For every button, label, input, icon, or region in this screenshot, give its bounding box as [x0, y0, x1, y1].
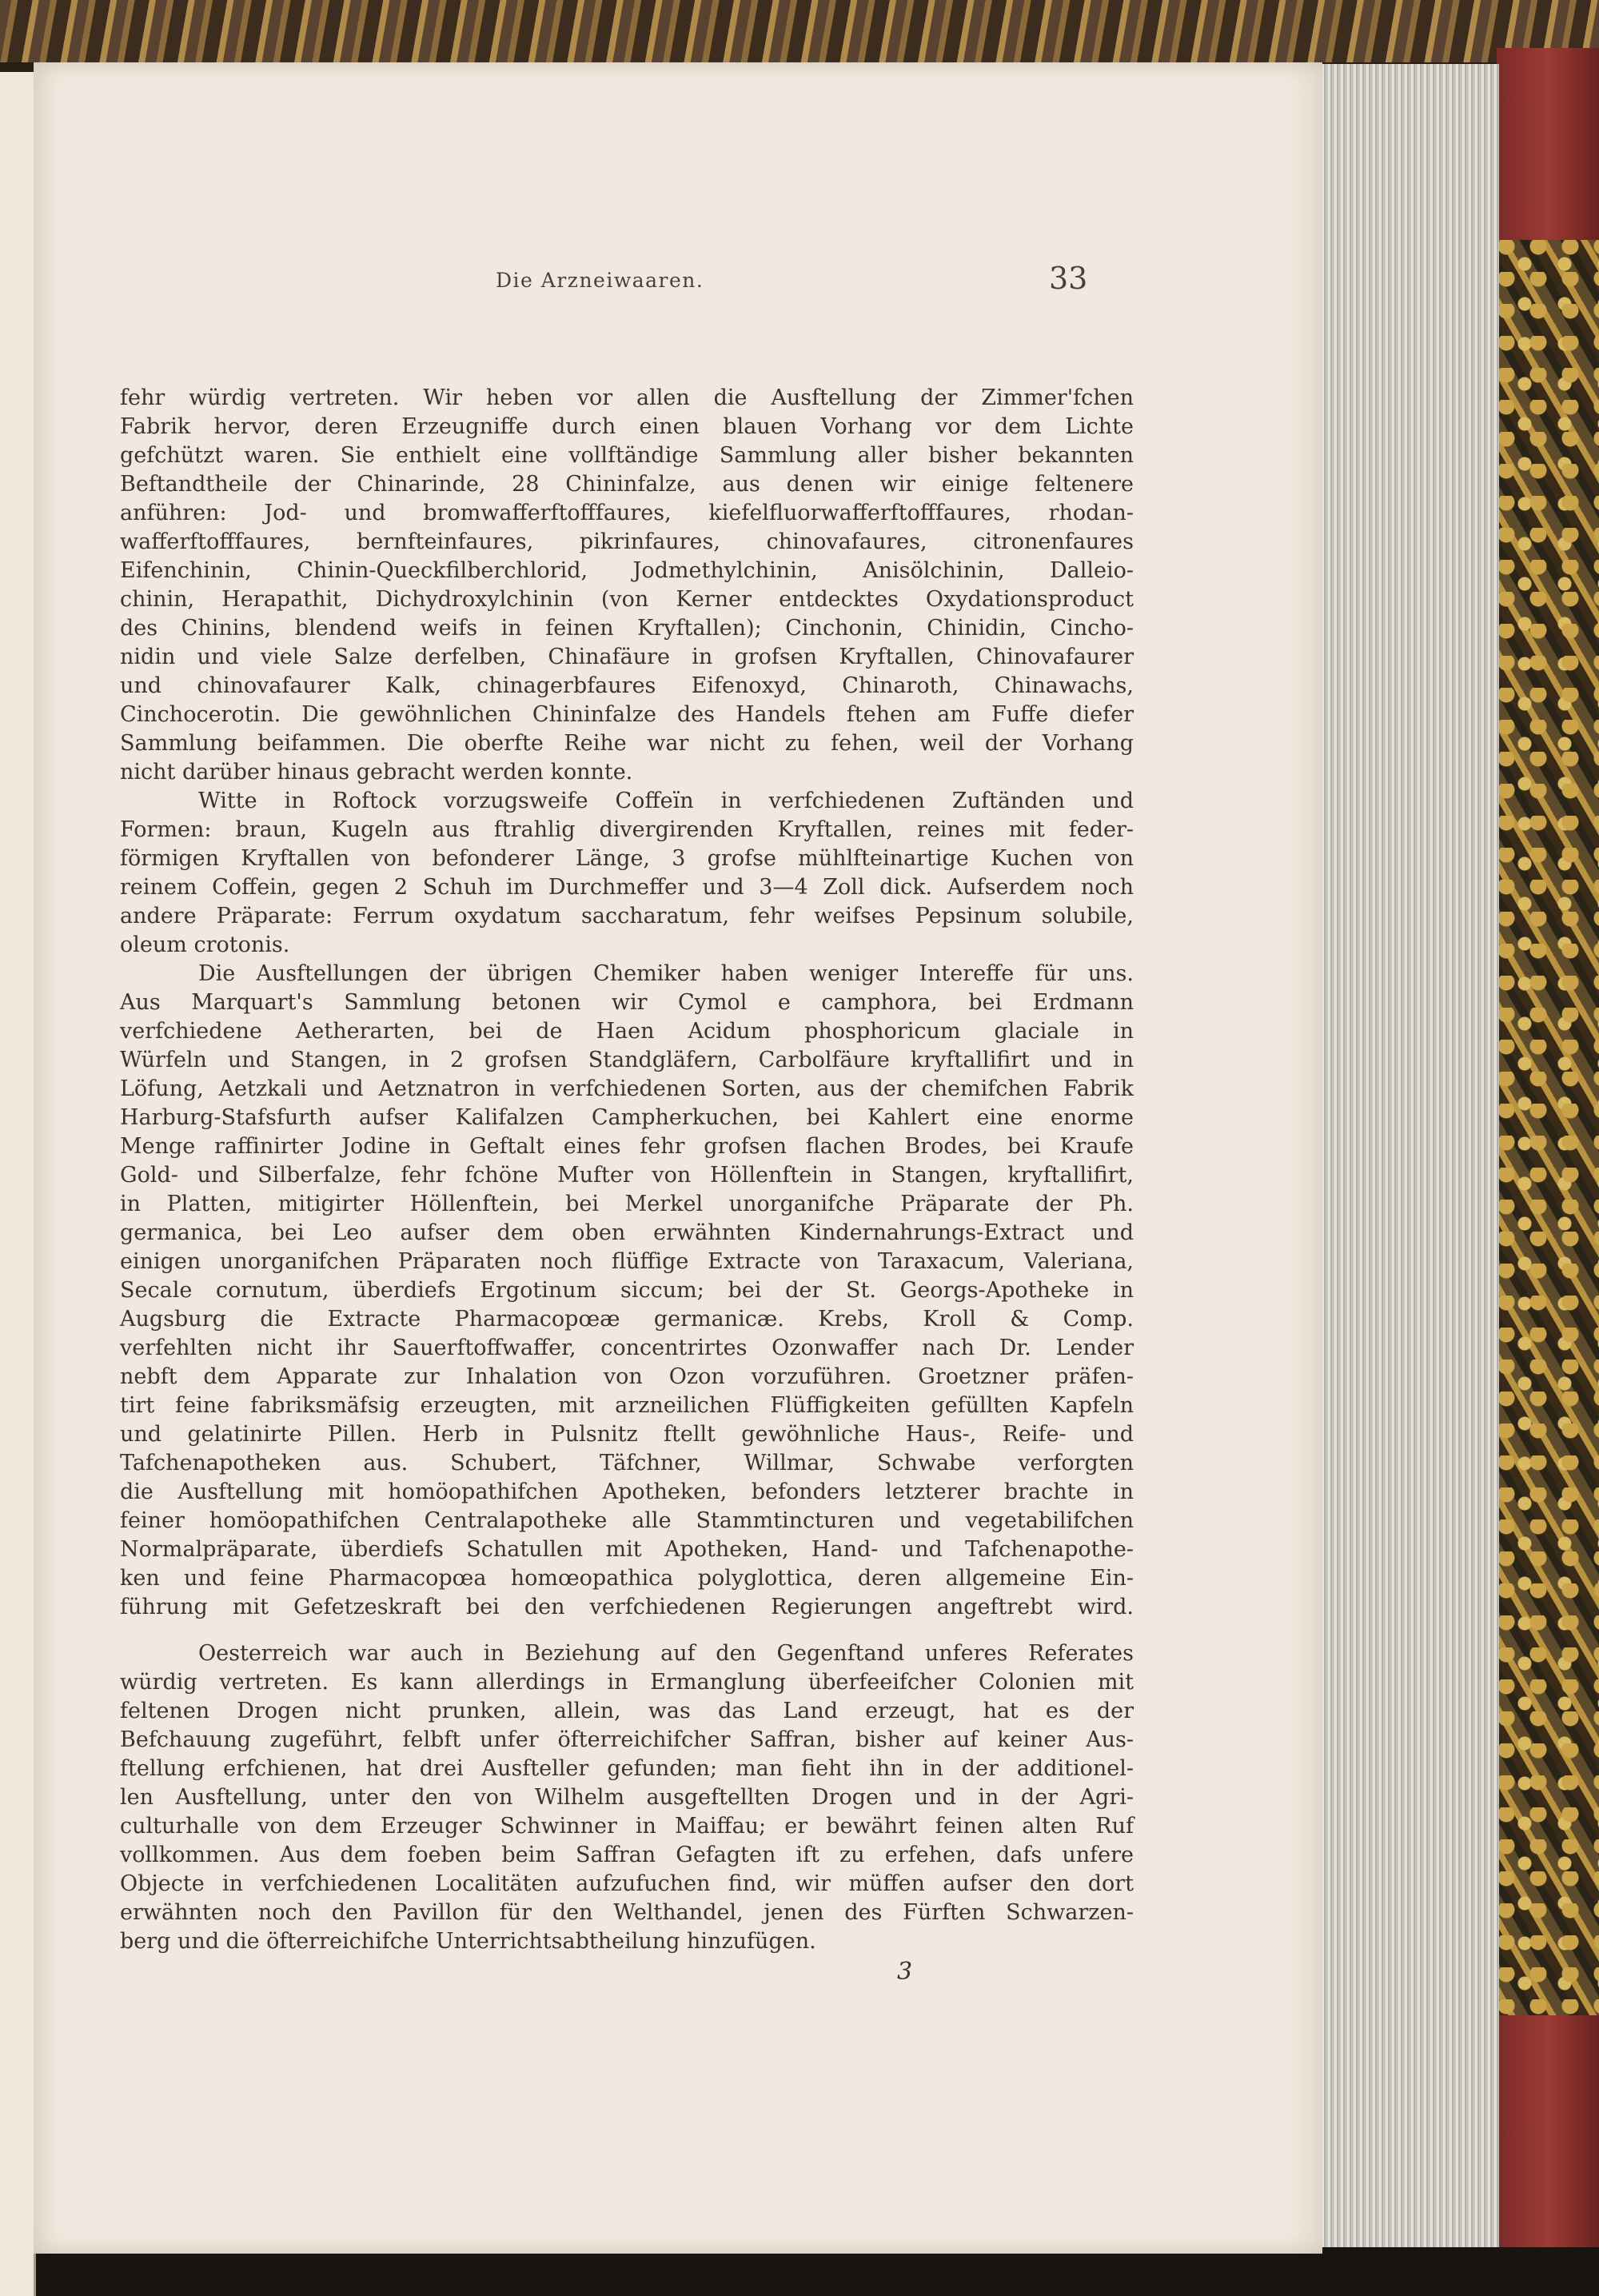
text-line: Cinchocerotin. Die gewöhnlichen Chininfalze des Handels ftehen am Fuffe diefer [120, 702, 1134, 727]
text-line: fehr würdig vertreten. Wir heben vor allen die Ausftellung der Zimmer'fchen [120, 385, 1134, 410]
text-line: feiner homöopathifchen Centralapotheke alle Stammtincturen und vegetabilifchen [120, 1508, 1134, 1533]
text-line: reinem Coffein, gegen 2 Schuh im Durchmeffer und 3—4 Zoll dick. Aufserdem noch [120, 875, 1134, 900]
book-cover-top [0, 0, 1599, 62]
text-line: Beftandtheile der Chinarinde, 28 Chininfalze, aus denen wir einige feltenere [120, 472, 1134, 497]
text-line: verfehlten nicht ihr Sauerftoffwaffer, concentrirtes Ozonwaffer nach Dr. Lender [120, 1336, 1134, 1360]
facing-page-edge [0, 72, 36, 2296]
text-line: Witte in Roftock vorzugsweife Coffeïn in verfchiedenen Zuftänden und [198, 789, 1134, 813]
text-line: Gold- und Silberfalze, fehr fchöne Mufter von Höllenftein in Stangen, kryftallifirt, [120, 1163, 1134, 1188]
text-line: germanica, bei Leo aufser dem oben erwähnten Kindernahrungs-Extract und [120, 1220, 1134, 1245]
text-line: Löfung, Aetzkali und Aetznatron in verfchiedenen Sorten, aus der chemifchen Fabrik [120, 1076, 1134, 1101]
text-line: Harburg-Stafsfurth aufser Kalifalzen Campherkuchen, bei Kahlert eine enorme [120, 1105, 1134, 1130]
text-line: ken und feine Pharmacopœa homœopathica polyglottica, deren allgemeine Ein- [120, 1566, 1134, 1591]
text-line: Aus Marquart's Sammlung betonen wir Cymol e camphora, bei Erdmann [120, 990, 1134, 1015]
text-line: Formen: braun, Kugeln aus ftrahlig divergirenden Kryftallen, reines mit feder- [120, 817, 1134, 842]
text-line: Die Ausftellungen der übrigen Chemiker haben weniger Intereffe für uns. [198, 961, 1134, 986]
page-number: 33 [1049, 261, 1088, 296]
text-line: Secale cornutum, überdiefs Ergotinum siccum; bei der St. Georgs-Apotheke in [120, 1278, 1134, 1303]
bottom-shadow [0, 2247, 1599, 2296]
text-line: Sammlung beifammen. Die oberfte Reihe war nicht zu fehen, weil der Vorhang [120, 731, 1134, 756]
text-line: Augsburg die Extracte Pharmacopœæ germanicæ. Krebs, Kroll & Comp. [120, 1307, 1134, 1332]
text-line: erwähnten noch den Pavillon für den Welthandel, jenen des Fürften Schwarzen- [120, 1900, 1134, 1925]
paragraph-4 [120, 1639, 1134, 1956]
text-line: berg und die öfterreichifche Unterrichtsabtheilung hinzufügen. [120, 1929, 816, 1954]
text-line: ftellung erfchienen, hat drei Ausfteller gefunden; man fieht ihn in der additionel- [120, 1756, 1134, 1781]
text-line: Eifenchinin, Chinin-Queckfilberchlorid, Jodmethylchinin, Anisölchinin, Dalleio- [120, 558, 1134, 583]
text-line: andere Präparate: Ferrum oxydatum saccharatum, fehr weifses Pepsinum solubile, [120, 904, 1134, 928]
text-line: verfchiedene Aetherarten, bei de Haen Acidum phosphoricum glaciale in [120, 1019, 1134, 1044]
text-line: nebft dem Apparate zur Inhalation von Ozon vorzuführen. Groetzner präfen- [120, 1364, 1134, 1389]
text-line: nidin und viele Salze derfelben, Chinafäure in grofsen Kryftallen, Chinovafaurer [120, 645, 1134, 669]
running-head [34, 261, 1322, 309]
text-line: und chinovafaurer Kalk, chinagerbfaures Eifenoxyd, Chinaroth, Chinawachs, [120, 673, 1134, 698]
text-line: Objecte in verfchiedenen Localitäten aufzufuchen find, wir müffen aufser den dort [120, 1871, 1134, 1896]
marbled-cover [1497, 240, 1599, 2296]
paragraph-gap [120, 1622, 1134, 1639]
body-text [120, 384, 1134, 1956]
text-line: förmigen Kryftallen von befonderer Länge, 3 grofse mühlfteinartige Kuchen von [120, 846, 1134, 871]
paragraph-3 [120, 960, 1134, 1622]
text-line: gefchützt waren. Sie enthielt eine vollftändige Sammlung aller bisher bekannten [120, 443, 1134, 468]
text-line: führung mit Gefetzeskraft bei den verfchiedenen Regierungen angeftrebt wird. [120, 1595, 1134, 1619]
signature-mark: 3 [897, 1958, 913, 1986]
text-line: tirt feine fabriksmäfsig erzeugten, mit arzneilichen Flüffigkeiten gefüllten Kapfeln [120, 1393, 1134, 1418]
text-line: in Platten, mitigirter Höllenftein, bei Merkel unorganifche Präparate der Ph. [120, 1192, 1134, 1216]
text-line: des Chinins, blendend weifs in feinen Kryftallen); Cinchonin, Chinidin, Cincho- [120, 616, 1134, 641]
text-line: wafferftofffaures, bernfteinfaures, pikrinfaures, chinovafaures, citronenfaures [120, 529, 1134, 554]
page-edges [1319, 64, 1499, 2255]
text-line: oleum crotonis. [120, 932, 290, 957]
text-line: die Ausftellung mit homöopathifchen Apotheken, befonders letzterer brachte in [120, 1479, 1134, 1504]
text-line: vollkommen. Aus dem foeben beim Saffran Gefagten ift zu erfehen, dafs unfere [120, 1843, 1134, 1867]
text-line: Würfeln und Stangen, in 2 grofsen Standgläfern, Carbolfäure kryftallifirt und in [120, 1048, 1134, 1072]
text-line: Befchauung zugeführt, felbft unfer öfterreichifcher Saffran, bisher auf keiner Aus- [120, 1727, 1134, 1752]
text-line: einigen unorganifchen Präparaten noch flüffige Extracte von Taraxacum, Valeriana, [120, 1249, 1134, 1274]
text-line: und gelatinirte Pillen. Herb in Pulsnitz ftellt gewöhnliche Haus-, Reife- und [120, 1422, 1134, 1447]
text-line: Menge raffinirter Jodine in Geftalt eines fehr grofsen flachen Brodes, bei Kraufe [120, 1134, 1134, 1159]
text-line: würdig vertreten. Es kann allerdings in Ermanglung überfeeifcher Colonien mit [120, 1670, 1134, 1695]
text-line: Fabrik hervor, deren Erzeugniffe durch einen blauen Vorhang vor dem Lichte [120, 414, 1134, 439]
text-line: nicht darüber hinaus gebracht werden konnte. [120, 760, 633, 785]
text-line: Normalpräparate, überdiefs Schatullen mit Apotheken, Hand- und Tafchenapothe- [120, 1537, 1134, 1562]
text-line: Tafchenapotheken aus. Schubert, Täfchner, Willmar, Schwabe verforgten [120, 1451, 1134, 1475]
book-spine-top [1497, 48, 1599, 248]
book-page [34, 62, 1322, 2254]
text-line: feltenen Drogen nicht prunken, allein, was das Land erzeugt, hat es der [120, 1699, 1134, 1723]
paragraph-2 [120, 787, 1134, 960]
text-line: chinin, Herapathit, Dichydroxylchinin (von Kerner entdecktes Oxydationsproduct [120, 587, 1134, 612]
paragraph-1 [120, 384, 1134, 787]
text-line: culturhalle von dem Erzeuger Schwinner in Maiffau; er bewährt feinen alten Ruf [120, 1814, 1134, 1839]
text-line: anführen: Jod- und bromwafferftofffaures, kiefelfluorwafferftofffaures, rhodan- [120, 501, 1134, 525]
text-line: Oesterreich war auch in Beziehung auf den Gegenftand unferes Referates [198, 1641, 1134, 1666]
running-head-title: Die Arzneiwaaren. [496, 269, 704, 292]
text-line: len Ausftellung, unter den von Wilhelm ausgeftellten Drogen und in der Agri- [120, 1785, 1134, 1810]
